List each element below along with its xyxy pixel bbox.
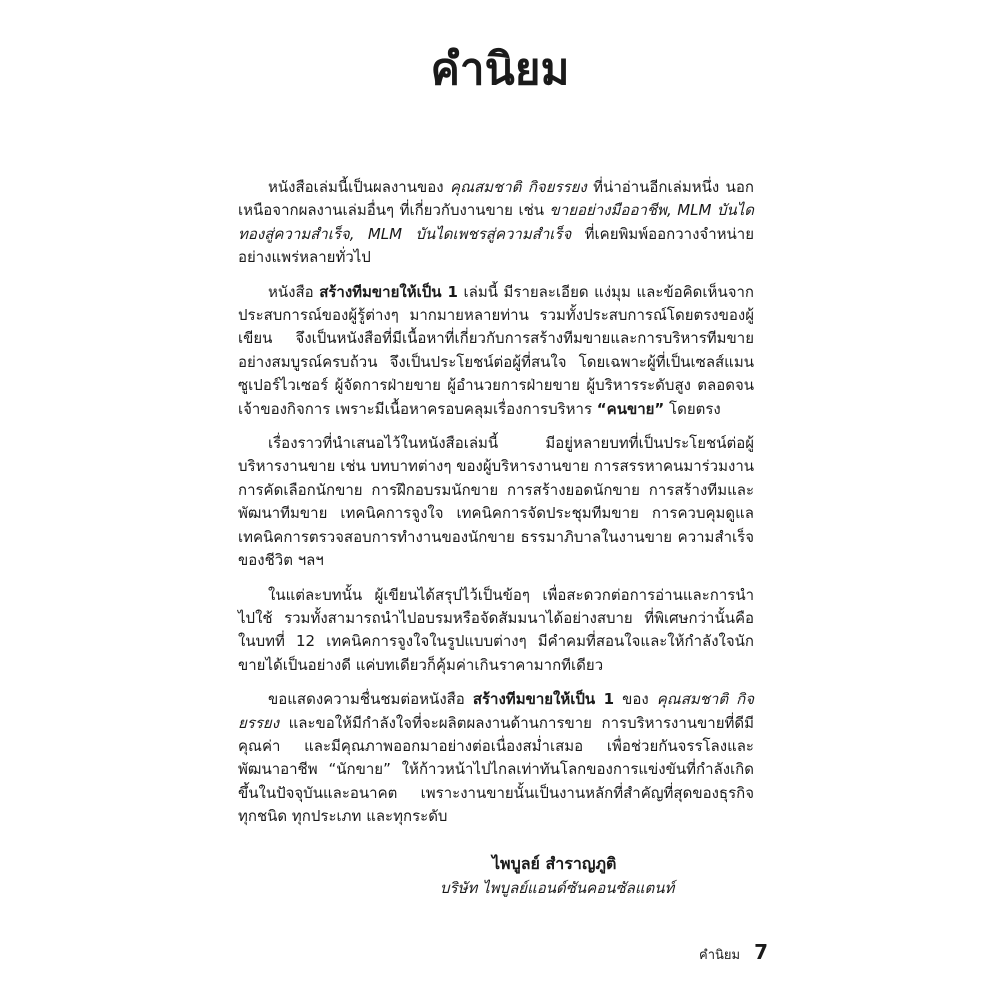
text-run: หนังสือ bbox=[268, 282, 320, 301]
text-run: และขอให้มีกำลังใจที่จะผลิตผลงานด้านการขาย การบริหารงานขายที่ดีมีคุณค่า และมีคุณภาพออกมาอย่างต่อเนื่องสม่ำเสมอ เพื่อช่วยกันจรรโลงและพัฒนาอาชีพ “นักขาย” ให้ก้าวหน้าไปไกลเท่าทันโลกของการแข่งขันที่กำลังเกิดขึ้นในปัจจุบันและอนาคต เพราะงานขายนั้นเป็นงานหลักที่สำคัญที่สุดของธุรกิจทุกชนิด ทุกประเภท และทุกระดับ bbox=[238, 713, 754, 826]
text-run: ในแต่ละบทนั้น ผู้เขียนได้สรุปไว้เป็นข้อๆ เพื่อสะดวกต่อการอ่านและการนำไปใช้ รวมทั้งสามารถนำไปอบรมหรือจัดสัมมนาได้อย่างสบาย ที่พิเศษกว่านั้นคือในบทที่ 12 เทคนิคการจูงใจในรูปแบบต่างๆ มีคำคมที่สอนใจและให้กำลังใจนักขายได้เป็นอย่างดี แค่บทเดียวก็คุ้มค่าเกินราคามากทีเดียว bbox=[238, 585, 754, 674]
bold-text: สร้างทีมขายให้เป็น 1 bbox=[319, 282, 458, 301]
bold-text: “คนขาย” bbox=[596, 399, 665, 418]
bold-text: สร้างทีมขายให้เป็น 1 bbox=[472, 690, 615, 709]
italic-text: คุณสมชาติ กิจยรรยง bbox=[238, 690, 754, 732]
text-run: ที่น่าอ่านอีกเล่มหนึ่ง นอกเหนือจากผลงานเล่มอื่นๆ ที่เกี่ยวกับงานขาย เช่น bbox=[238, 178, 754, 220]
running-footer-label: คำนิยม bbox=[699, 948, 741, 963]
text-run: ที่เคยพิมพ์ออกวางจำหน่ายอย่างแพร่หลายทั่วไป bbox=[238, 224, 754, 267]
paragraph bbox=[238, 584, 754, 678]
signatory-company: บริษัท ไพบูลย์แอนด์ซันคอนซัลแตนท์ bbox=[440, 879, 675, 897]
page-number: 7 bbox=[754, 940, 768, 964]
paragraph bbox=[238, 432, 754, 572]
text-run: ของ bbox=[614, 690, 657, 709]
paragraph bbox=[238, 176, 754, 270]
signatory-name: ไพบูลย์ สำราญภูติ bbox=[492, 854, 617, 873]
text-run: โดยตรง bbox=[664, 399, 721, 418]
text-run: หนังสือเล่มนี้เป็นผลงานของ bbox=[268, 178, 451, 196]
text-run: ขอแสดงความชื่นชมต่อหนังสือ bbox=[268, 690, 473, 709]
text-run: เรื่องราวที่นำเสนอไว้ในหนังสือเล่มนี้ มีอยู่หลายบทที่เป็นประโยชน์ต่อผู้บริหารงานขาย เช่น บทบาทต่างๆ ของผู้บริหารงานขาย การสรรหาคนมาร่วมงาน การคัดเลือกนักขาย การฝึกอบรมนักขาย การสร้างยอดนักขาย การสร้างทีมและพัฒนาทีมขาย เทคนิคการจูงใจ เทคนิคการจัดประชุมทีมขาย การควบคุมดูแล เทคนิคการตรวจสอบการทำงานของนักขาย ธรรมาภิบาลในงานขาย ความสำเร็จของชีวิต ฯลฯ bbox=[238, 434, 754, 570]
paragraph bbox=[238, 281, 754, 421]
text-run: เล่มนี้ มีรายละเอียด แง่มุม และข้อคิดเห็นจากประสบการณ์ของผู้รู้ต่างๆ มากมายหลายท่าน รวมทั้งประสบการณ์โดยตรงของผู้เขียน จึงเป็นหนังสือที่มีเนื้อหาที่เกี่ยวกับการสร้างทีมขายและการบริหารทีมขายอย่างสมบูรณ์ครบถ้วน จึงเป็นประโยชน์ต่อผู้ที่สนใจ โดยเฉพาะผู้ที่เป็นเซลส์แมน ซูเปอร์ไวเซอร์ ผู้จัดการฝ่ายขาย ผู้อำนวยการฝ่ายขาย ผู้บริหารระดับสูง ตลอดจนเจ้าของกิจการ เพราะมีเนื้อหาครอบคลุมเรื่องการบริหาร bbox=[238, 282, 754, 418]
page-title: คำนิยม bbox=[430, 44, 570, 95]
page-footer bbox=[699, 940, 768, 965]
signature-block bbox=[440, 852, 760, 900]
italic-text: ขายอย่างมืออาชีพ, MLM บันไดทองสู่ความสำเร็จ, MLM บันไดเพชรสู่ความสำเร็จ bbox=[238, 201, 755, 243]
paragraph bbox=[238, 688, 754, 828]
italic-text: คุณสมชาติ กิจยรรยง bbox=[450, 178, 587, 196]
foreword-body bbox=[238, 176, 754, 840]
